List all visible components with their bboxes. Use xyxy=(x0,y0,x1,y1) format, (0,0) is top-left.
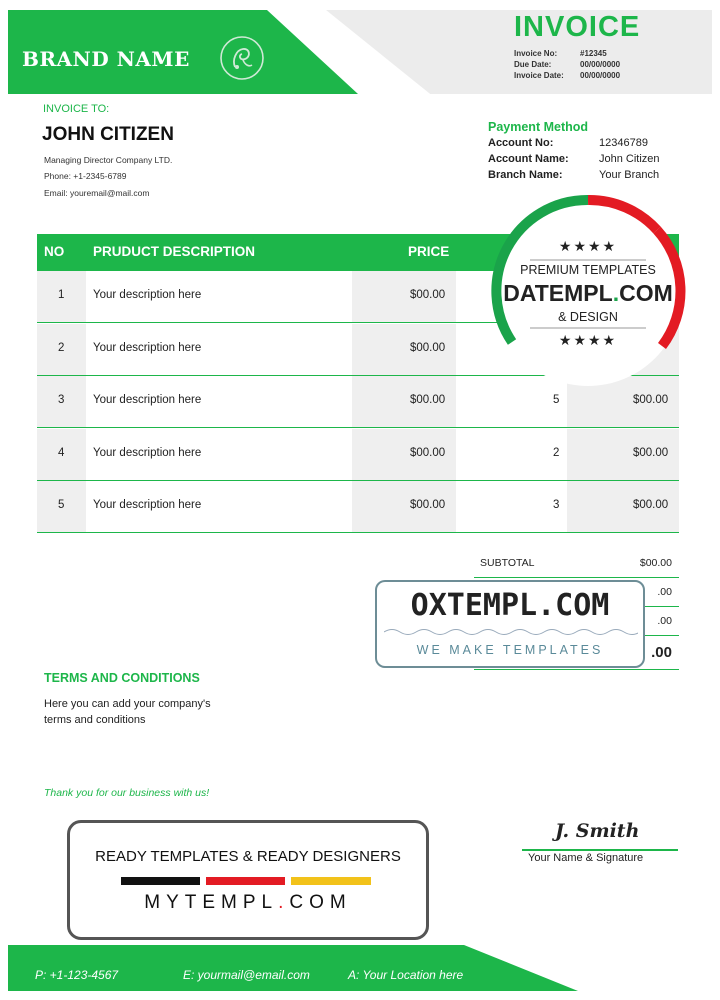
mytempl-heading: READY TEMPLATES & READY DESIGNERS xyxy=(95,848,401,865)
footer-email: E: yourmail@email.com xyxy=(183,968,310,982)
table-row xyxy=(37,481,679,533)
signature-line xyxy=(522,849,678,851)
invoice-to-heading: INVOICE TO: xyxy=(43,103,110,115)
branch-name-row: Branch Name: Your Branch xyxy=(488,169,660,181)
badge-stars: ★★★★ xyxy=(558,332,618,348)
flag-bar-red xyxy=(206,877,285,885)
due-date-row: Due Date: 00/00/0000 xyxy=(514,60,621,69)
terms-heading: TERMS AND CONDITIONS xyxy=(44,671,200,685)
row-no: 3 xyxy=(58,394,65,406)
terms-text: Here you can add your company's xyxy=(44,698,211,710)
oxtempl-subtitle: WE MAKE TEMPLATES xyxy=(416,643,604,657)
badge-design-text: & DESIGN xyxy=(558,310,618,324)
header-description: PRUDUCT DESCRIPTION xyxy=(93,244,256,259)
signature-label: Your Name & Signature xyxy=(528,852,644,864)
oxtempl-title: OXTEMPL.COM xyxy=(410,588,610,623)
row-description: Your description here xyxy=(93,499,202,511)
flag-bar-yellow xyxy=(291,877,371,885)
row-qty: 5 xyxy=(553,394,560,406)
grand-total-row: .00 xyxy=(474,636,679,670)
header-no: NO xyxy=(44,244,65,259)
badge-premium-text: PREMIUM TEMPLATES xyxy=(520,263,656,277)
row-description: Your description here xyxy=(93,394,202,406)
row-total: $00.00 xyxy=(633,499,669,511)
footer-phone: P: +1-123-4567 xyxy=(35,968,119,982)
subtotal-row: SUBTOTAL $00.00 xyxy=(474,549,679,578)
row-qty: 3 xyxy=(553,499,560,511)
badge-stars: ★★★★ xyxy=(558,238,618,254)
client-phone: Phone: +1-2345-6789 xyxy=(44,171,127,181)
row-description: Your description here xyxy=(93,447,202,459)
account-no-row: Account No: 12346789 xyxy=(488,137,648,149)
signature-image: J. Smith xyxy=(555,820,640,842)
row-qty: 2 xyxy=(553,447,560,459)
row-no: 4 xyxy=(58,447,65,459)
thank-you-note: Thank you for our business with us! xyxy=(44,787,210,799)
totals-row: .00 xyxy=(474,607,679,636)
invoice-title: INVOICE xyxy=(514,11,641,43)
row-total: $00.00 xyxy=(633,447,669,459)
flag-bar-black xyxy=(121,877,200,885)
mytempl-domain: MYTEMPL.COM xyxy=(144,892,352,913)
row-no: 1 xyxy=(58,289,65,301)
row-no: 5 xyxy=(58,499,65,511)
brand-logo-icon xyxy=(218,34,266,82)
row-price: $00.00 xyxy=(410,342,446,354)
row-description: Your description here xyxy=(93,289,202,301)
wave-icon xyxy=(384,627,638,637)
row-price: $00.00 xyxy=(410,289,446,301)
client-name: JOHN CITIZEN xyxy=(42,124,174,145)
row-price: $00.00 xyxy=(410,499,446,511)
row-description: Your description here xyxy=(93,342,202,354)
row-price: $00.00 xyxy=(410,394,446,406)
brand-name: BRAND NAME xyxy=(22,47,190,71)
client-email: Email: youremail@mail.com xyxy=(44,188,150,198)
footer-address: A: Your Location here xyxy=(348,968,464,982)
terms-text: terms and conditions xyxy=(44,714,146,726)
account-name-row: Account Name: John Citizen xyxy=(488,153,660,165)
invoice-date-row: Invoice Date: 00/00/0000 xyxy=(514,71,621,80)
row-price: $00.00 xyxy=(410,447,446,459)
badge-brand: DATEMPL.COM xyxy=(503,280,673,306)
payment-method-heading: Payment Method xyxy=(488,120,589,134)
client-company: Managing Director Company LTD. xyxy=(44,155,173,165)
table-row xyxy=(37,429,679,481)
row-total: $00.00 xyxy=(633,394,669,406)
invoice-no-row: Invoice No: #12345 xyxy=(514,49,607,58)
row-no: 2 xyxy=(58,342,65,354)
header-price: PRICE xyxy=(408,244,450,259)
totals-row: .00 xyxy=(474,578,679,607)
